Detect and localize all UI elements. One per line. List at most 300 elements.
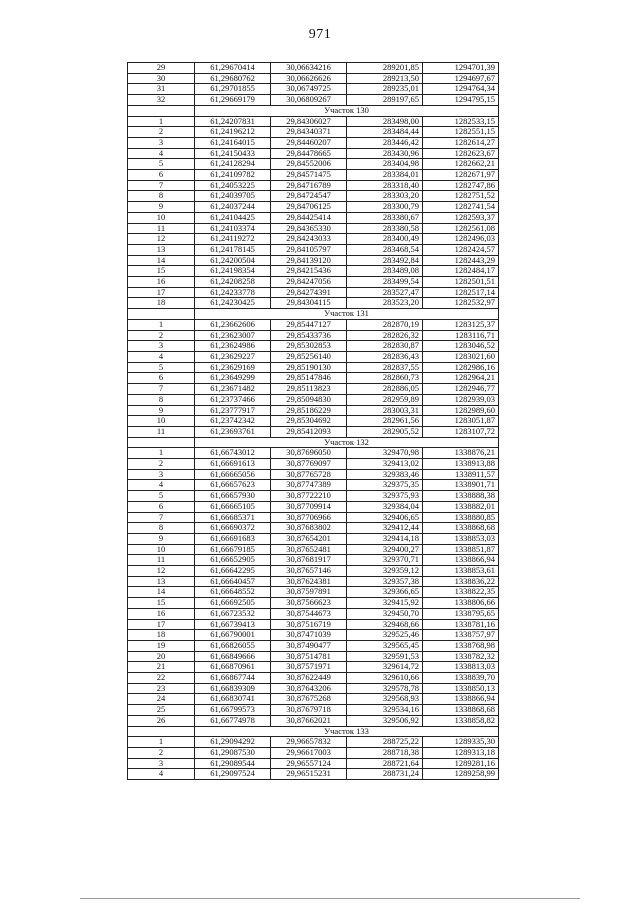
point-number-cell: 19 xyxy=(128,640,195,651)
table-row xyxy=(128,191,499,202)
x-coordinate-cell: 329384,04 xyxy=(347,501,423,512)
table-row xyxy=(128,673,499,684)
point-number-cell: 12 xyxy=(128,566,195,577)
point-number-cell: 4 xyxy=(128,148,195,159)
y-coordinate-cell: 1338868,68 xyxy=(423,705,499,716)
table-row xyxy=(128,512,499,523)
longitude-cell: 29,84274391 xyxy=(271,287,347,298)
longitude-cell: 30,87679718 xyxy=(271,705,347,716)
table-row xyxy=(128,137,499,148)
longitude-cell: 29,96515231 xyxy=(271,769,347,780)
latitude-cell: 61,66790001 xyxy=(195,630,271,641)
x-coordinate-cell: 283468,54 xyxy=(347,244,423,255)
x-coordinate-cell: 283446,42 xyxy=(347,137,423,148)
longitude-cell: 30,87654201 xyxy=(271,533,347,544)
point-number-cell: 1 xyxy=(128,116,195,127)
table-row xyxy=(128,63,499,74)
table-row xyxy=(128,459,499,470)
latitude-cell: 61,23742342 xyxy=(195,416,271,427)
point-number-cell: 16 xyxy=(128,277,195,288)
point-number-cell: 11 xyxy=(128,223,195,234)
x-coordinate-cell: 282905,52 xyxy=(347,426,423,437)
latitude-cell: 61,24198354 xyxy=(195,266,271,277)
latitude-cell: 61,24178145 xyxy=(195,244,271,255)
longitude-cell: 30,87747389 xyxy=(271,480,347,491)
x-coordinate-cell: 329470,98 xyxy=(347,448,423,459)
latitude-cell: 61,24200504 xyxy=(195,255,271,266)
latitude-cell: 61,23693761 xyxy=(195,426,271,437)
latitude-cell: 61,66849666 xyxy=(195,651,271,662)
longitude-cell: 30,87597891 xyxy=(271,587,347,598)
table-row xyxy=(128,469,499,480)
section-title: Участок 132 xyxy=(195,437,499,448)
section-header-blank-cell xyxy=(128,309,195,320)
longitude-cell: 29,96617003 xyxy=(271,748,347,759)
longitude-cell: 30,87571971 xyxy=(271,662,347,673)
y-coordinate-cell: 1338853,03 xyxy=(423,533,499,544)
y-coordinate-cell: 1289313,18 xyxy=(423,748,499,759)
page-number: 971 xyxy=(308,27,332,42)
x-coordinate-cell: 289213,50 xyxy=(347,73,423,84)
longitude-cell: 29,84215436 xyxy=(271,266,347,277)
x-coordinate-cell: 329406,65 xyxy=(347,512,423,523)
latitude-cell: 61,29670414 xyxy=(195,63,271,74)
table-row xyxy=(128,202,499,213)
x-coordinate-cell: 329614,72 xyxy=(347,662,423,673)
x-coordinate-cell: 329366,65 xyxy=(347,587,423,598)
table-row xyxy=(128,769,499,780)
x-coordinate-cell: 329375,93 xyxy=(347,491,423,502)
latitude-cell: 61,23737466 xyxy=(195,394,271,405)
longitude-cell: 29,84552006 xyxy=(271,159,347,170)
longitude-cell: 29,85147846 xyxy=(271,373,347,384)
table-row xyxy=(128,544,499,555)
table-row xyxy=(128,277,499,288)
y-coordinate-cell: 1294795,15 xyxy=(423,95,499,106)
table-row xyxy=(128,587,499,598)
longitude-cell: 29,85094830 xyxy=(271,394,347,405)
section-title: Участок 133 xyxy=(195,726,499,737)
point-number-cell: 1 xyxy=(128,319,195,330)
y-coordinate-cell: 1282986,16 xyxy=(423,362,499,373)
x-coordinate-cell: 329534,16 xyxy=(347,705,423,716)
x-coordinate-cell: 329383,46 xyxy=(347,469,423,480)
latitude-cell: 61,24208258 xyxy=(195,277,271,288)
longitude-cell: 29,84571475 xyxy=(271,170,347,181)
point-number-cell: 9 xyxy=(128,202,195,213)
table-row xyxy=(128,705,499,716)
y-coordinate-cell: 1338836,22 xyxy=(423,576,499,587)
point-number-cell: 29 xyxy=(128,63,195,74)
x-coordinate-cell: 282830,87 xyxy=(347,341,423,352)
longitude-cell: 29,85186229 xyxy=(271,405,347,416)
y-coordinate-cell: 1282484,17 xyxy=(423,266,499,277)
x-coordinate-cell: 283498,00 xyxy=(347,116,423,127)
y-coordinate-cell: 1282946,77 xyxy=(423,384,499,395)
longitude-cell: 29,84460207 xyxy=(271,137,347,148)
longitude-cell: 29,84716789 xyxy=(271,180,347,191)
latitude-cell: 61,66640457 xyxy=(195,576,271,587)
point-number-cell: 2 xyxy=(128,127,195,138)
point-number-cell: 8 xyxy=(128,523,195,534)
x-coordinate-cell: 329370,71 xyxy=(347,555,423,566)
y-coordinate-cell: 1282741,54 xyxy=(423,202,499,213)
table-row xyxy=(128,330,499,341)
longitude-cell: 30,87471039 xyxy=(271,630,347,641)
latitude-cell: 61,66826055 xyxy=(195,640,271,651)
x-coordinate-cell: 329375,35 xyxy=(347,480,423,491)
table-row xyxy=(128,758,499,769)
table-row xyxy=(128,416,499,427)
x-coordinate-cell: 282959,89 xyxy=(347,394,423,405)
point-number-cell: 32 xyxy=(128,95,195,106)
point-number-cell: 1 xyxy=(128,737,195,748)
table-row xyxy=(128,405,499,416)
latitude-cell: 61,66799573 xyxy=(195,705,271,716)
y-coordinate-cell: 1338757,97 xyxy=(423,630,499,641)
latitude-cell: 61,24037244 xyxy=(195,202,271,213)
point-number-cell: 20 xyxy=(128,651,195,662)
latitude-cell: 61,23777917 xyxy=(195,405,271,416)
x-coordinate-cell: 283384,01 xyxy=(347,170,423,181)
section-header-blank-cell xyxy=(128,105,195,116)
y-coordinate-cell: 1338853,61 xyxy=(423,566,499,577)
table-row xyxy=(128,116,499,127)
x-coordinate-cell: 329525,46 xyxy=(347,630,423,641)
longitude-cell: 29,84340371 xyxy=(271,127,347,138)
point-number-cell: 16 xyxy=(128,608,195,619)
point-number-cell: 21 xyxy=(128,662,195,673)
latitude-cell: 61,24103374 xyxy=(195,223,271,234)
x-coordinate-cell: 288721,64 xyxy=(347,758,423,769)
longitude-cell: 30,87514781 xyxy=(271,651,347,662)
latitude-cell: 61,66657930 xyxy=(195,491,271,502)
latitude-cell: 61,23629227 xyxy=(195,351,271,362)
latitude-cell: 61,66657623 xyxy=(195,480,271,491)
table-row xyxy=(128,319,499,330)
x-coordinate-cell: 282870,19 xyxy=(347,319,423,330)
table-row xyxy=(128,683,499,694)
longitude-cell: 30,87662021 xyxy=(271,715,347,726)
point-number-cell: 8 xyxy=(128,394,195,405)
x-coordinate-cell: 329357,38 xyxy=(347,576,423,587)
point-number-cell: 1 xyxy=(128,448,195,459)
latitude-cell: 61,29680762 xyxy=(195,73,271,84)
x-coordinate-cell: 329468,66 xyxy=(347,619,423,630)
y-coordinate-cell: 1294764,34 xyxy=(423,84,499,95)
longitude-cell: 30,87624381 xyxy=(271,576,347,587)
longitude-cell: 29,85433736 xyxy=(271,330,347,341)
point-number-cell: 3 xyxy=(128,137,195,148)
longitude-cell: 29,84243033 xyxy=(271,234,347,245)
x-coordinate-cell: 282860,73 xyxy=(347,373,423,384)
table-row xyxy=(128,373,499,384)
table-row xyxy=(128,533,499,544)
latitude-cell: 61,66692505 xyxy=(195,598,271,609)
latitude-cell: 61,24039705 xyxy=(195,191,271,202)
point-number-cell: 15 xyxy=(128,266,195,277)
point-number-cell: 10 xyxy=(128,544,195,555)
point-number-cell: 3 xyxy=(128,469,195,480)
y-coordinate-cell: 1282593,37 xyxy=(423,212,499,223)
x-coordinate-cell: 329506,92 xyxy=(347,715,423,726)
point-number-cell: 24 xyxy=(128,694,195,705)
longitude-cell: 29,84247056 xyxy=(271,277,347,288)
longitude-cell: 29,85190130 xyxy=(271,362,347,373)
x-coordinate-cell: 283300,79 xyxy=(347,202,423,213)
y-coordinate-cell: 1294697,67 xyxy=(423,73,499,84)
x-coordinate-cell: 283003,31 xyxy=(347,405,423,416)
table-row xyxy=(128,95,499,106)
longitude-cell: 29,85302853 xyxy=(271,341,347,352)
x-coordinate-cell: 329450,70 xyxy=(347,608,423,619)
y-coordinate-cell: 1338882,01 xyxy=(423,501,499,512)
table-row xyxy=(128,555,499,566)
table-row xyxy=(128,244,499,255)
point-number-cell: 5 xyxy=(128,362,195,373)
latitude-cell: 61,66739413 xyxy=(195,619,271,630)
x-coordinate-cell: 329400,27 xyxy=(347,544,423,555)
longitude-cell: 30,87709914 xyxy=(271,501,347,512)
latitude-cell: 61,24053225 xyxy=(195,180,271,191)
latitude-cell: 61,24128294 xyxy=(195,159,271,170)
point-number-cell: 9 xyxy=(128,405,195,416)
table-row xyxy=(128,598,499,609)
latitude-cell: 61,24164015 xyxy=(195,137,271,148)
table-row xyxy=(128,212,499,223)
x-coordinate-cell: 283489,08 xyxy=(347,266,423,277)
longitude-cell: 30,06634216 xyxy=(271,63,347,74)
y-coordinate-cell: 1282424,57 xyxy=(423,244,499,255)
longitude-cell: 29,84306027 xyxy=(271,116,347,127)
x-coordinate-cell: 283430,96 xyxy=(347,148,423,159)
y-coordinate-cell: 1338866,94 xyxy=(423,694,499,705)
table-row xyxy=(128,351,499,362)
coordinates-table-body xyxy=(128,63,499,780)
table-row xyxy=(128,640,499,651)
y-coordinate-cell: 1282751,52 xyxy=(423,191,499,202)
table-row xyxy=(128,748,499,759)
y-coordinate-cell: 1282614,27 xyxy=(423,137,499,148)
latitude-cell: 61,24150433 xyxy=(195,148,271,159)
y-coordinate-cell: 1283125,37 xyxy=(423,319,499,330)
point-number-cell: 17 xyxy=(128,287,195,298)
x-coordinate-cell: 282836,43 xyxy=(347,351,423,362)
point-number-cell: 11 xyxy=(128,426,195,437)
longitude-cell: 29,85304692 xyxy=(271,416,347,427)
table-row xyxy=(128,737,499,748)
point-number-cell: 2 xyxy=(128,748,195,759)
x-coordinate-cell: 288718,38 xyxy=(347,748,423,759)
longitude-cell: 29,84478665 xyxy=(271,148,347,159)
y-coordinate-cell: 1282662,21 xyxy=(423,159,499,170)
point-number-cell: 13 xyxy=(128,244,195,255)
point-number-cell: 10 xyxy=(128,212,195,223)
latitude-cell: 61,66642295 xyxy=(195,566,271,577)
x-coordinate-cell: 329412,44 xyxy=(347,523,423,534)
point-number-cell: 6 xyxy=(128,501,195,512)
latitude-cell: 61,24119272 xyxy=(195,234,271,245)
y-coordinate-cell: 1338781,16 xyxy=(423,619,499,630)
point-number-cell: 26 xyxy=(128,715,195,726)
longitude-cell: 30,06809267 xyxy=(271,95,347,106)
coordinates-table xyxy=(127,62,499,780)
y-coordinate-cell: 1282939,03 xyxy=(423,394,499,405)
longitude-cell: 30,87722210 xyxy=(271,491,347,502)
x-coordinate-cell: 283303,20 xyxy=(347,191,423,202)
longitude-cell: 30,87765728 xyxy=(271,469,347,480)
table-row xyxy=(128,73,499,84)
latitude-cell: 61,66723532 xyxy=(195,608,271,619)
y-coordinate-cell: 1282623,67 xyxy=(423,148,499,159)
latitude-cell: 61,66691613 xyxy=(195,459,271,470)
table-row xyxy=(128,148,499,159)
table-row xyxy=(128,180,499,191)
x-coordinate-cell: 329415,92 xyxy=(347,598,423,609)
y-coordinate-cell: 1338911,57 xyxy=(423,469,499,480)
table-row xyxy=(128,576,499,587)
point-number-cell: 31 xyxy=(128,84,195,95)
latitude-cell: 61,29097524 xyxy=(195,769,271,780)
point-number-cell: 17 xyxy=(128,619,195,630)
x-coordinate-cell: 282826,32 xyxy=(347,330,423,341)
point-number-cell: 13 xyxy=(128,576,195,587)
latitude-cell: 61,24230425 xyxy=(195,298,271,309)
y-coordinate-cell: 1282517,14 xyxy=(423,287,499,298)
longitude-cell: 29,96557124 xyxy=(271,758,347,769)
y-coordinate-cell: 1282561,08 xyxy=(423,223,499,234)
point-number-cell: 25 xyxy=(128,705,195,716)
x-coordinate-cell: 329413,02 xyxy=(347,459,423,470)
y-coordinate-cell: 1338868,68 xyxy=(423,523,499,534)
x-coordinate-cell: 283380,58 xyxy=(347,223,423,234)
y-coordinate-cell: 1338880,85 xyxy=(423,512,499,523)
point-number-cell: 30 xyxy=(128,73,195,84)
table-row xyxy=(128,651,499,662)
longitude-cell: 30,87652481 xyxy=(271,544,347,555)
point-number-cell: 14 xyxy=(128,587,195,598)
y-coordinate-cell: 1338768,98 xyxy=(423,640,499,651)
y-coordinate-cell: 1282533,15 xyxy=(423,116,499,127)
x-coordinate-cell: 283380,67 xyxy=(347,212,423,223)
latitude-cell: 61,66830741 xyxy=(195,694,271,705)
y-coordinate-cell: 1282964,21 xyxy=(423,373,499,384)
longitude-cell: 30,87706966 xyxy=(271,512,347,523)
table-row xyxy=(128,566,499,577)
y-coordinate-cell: 1289281,16 xyxy=(423,758,499,769)
y-coordinate-cell: 1283116,71 xyxy=(423,330,499,341)
y-coordinate-cell: 1338876,21 xyxy=(423,448,499,459)
latitude-cell: 61,66652905 xyxy=(195,555,271,566)
latitude-cell: 61,29669179 xyxy=(195,95,271,106)
longitude-cell: 30,87683802 xyxy=(271,523,347,534)
x-coordinate-cell: 289197,65 xyxy=(347,95,423,106)
x-coordinate-cell: 329359,12 xyxy=(347,566,423,577)
latitude-cell: 61,66839309 xyxy=(195,683,271,694)
table-row xyxy=(128,287,499,298)
section-header-row xyxy=(128,437,499,448)
point-number-cell: 6 xyxy=(128,170,195,181)
point-number-cell: 6 xyxy=(128,373,195,384)
table-row xyxy=(128,127,499,138)
point-number-cell: 12 xyxy=(128,234,195,245)
table-row xyxy=(128,662,499,673)
latitude-cell: 61,23662606 xyxy=(195,319,271,330)
latitude-cell: 61,29089544 xyxy=(195,758,271,769)
longitude-cell: 29,84304115 xyxy=(271,298,347,309)
y-coordinate-cell: 1289258,99 xyxy=(423,769,499,780)
table-row xyxy=(128,234,499,245)
latitude-cell: 61,66648552 xyxy=(195,587,271,598)
table-row xyxy=(128,298,499,309)
longitude-cell: 29,85447127 xyxy=(271,319,347,330)
latitude-cell: 61,66774978 xyxy=(195,715,271,726)
longitude-cell: 30,87622449 xyxy=(271,673,347,684)
table-row xyxy=(128,255,499,266)
longitude-cell: 29,84425414 xyxy=(271,212,347,223)
y-coordinate-cell: 1338806,66 xyxy=(423,598,499,609)
y-coordinate-cell: 1282551,15 xyxy=(423,127,499,138)
latitude-cell: 61,66665056 xyxy=(195,469,271,480)
point-number-cell: 7 xyxy=(128,180,195,191)
latitude-cell: 61,66867744 xyxy=(195,673,271,684)
table-row xyxy=(128,170,499,181)
x-coordinate-cell: 283527,47 xyxy=(347,287,423,298)
longitude-cell: 29,84365330 xyxy=(271,223,347,234)
x-coordinate-cell: 283523,20 xyxy=(347,298,423,309)
table-row xyxy=(128,608,499,619)
y-coordinate-cell: 1283021,60 xyxy=(423,351,499,362)
point-number-cell: 2 xyxy=(128,459,195,470)
point-number-cell: 18 xyxy=(128,630,195,641)
x-coordinate-cell: 288731,24 xyxy=(347,769,423,780)
table-row xyxy=(128,223,499,234)
y-coordinate-cell: 1283051,87 xyxy=(423,416,499,427)
x-coordinate-cell: 329578,78 xyxy=(347,683,423,694)
latitude-cell: 61,66685371 xyxy=(195,512,271,523)
x-coordinate-cell: 329565,45 xyxy=(347,640,423,651)
x-coordinate-cell: 283404,98 xyxy=(347,159,423,170)
latitude-cell: 61,29087530 xyxy=(195,748,271,759)
x-coordinate-cell: 282961,56 xyxy=(347,416,423,427)
point-number-cell: 4 xyxy=(128,351,195,362)
latitude-cell: 61,23629169 xyxy=(195,362,271,373)
x-coordinate-cell: 282837,55 xyxy=(347,362,423,373)
table-row xyxy=(128,715,499,726)
section-header-row xyxy=(128,105,499,116)
x-coordinate-cell: 282886,05 xyxy=(347,384,423,395)
table-row xyxy=(128,448,499,459)
table-row xyxy=(128,266,499,277)
longitude-cell: 29,85113823 xyxy=(271,384,347,395)
longitude-cell: 30,87566623 xyxy=(271,598,347,609)
longitude-cell: 29,96657832 xyxy=(271,737,347,748)
x-coordinate-cell: 283492,84 xyxy=(347,255,423,266)
x-coordinate-cell: 329610,66 xyxy=(347,673,423,684)
table-row xyxy=(128,426,499,437)
section-title: Участок 131 xyxy=(195,309,499,320)
y-coordinate-cell: 1282671,97 xyxy=(423,170,499,181)
y-coordinate-cell: 1338913,88 xyxy=(423,459,499,470)
longitude-cell: 29,84724547 xyxy=(271,191,347,202)
y-coordinate-cell: 1282989,60 xyxy=(423,405,499,416)
point-number-cell: 11 xyxy=(128,555,195,566)
point-number-cell: 10 xyxy=(128,416,195,427)
section-header-blank-cell xyxy=(128,437,195,448)
y-coordinate-cell: 1283046,52 xyxy=(423,341,499,352)
longitude-cell: 29,85412093 xyxy=(271,426,347,437)
longitude-cell: 29,85256140 xyxy=(271,351,347,362)
